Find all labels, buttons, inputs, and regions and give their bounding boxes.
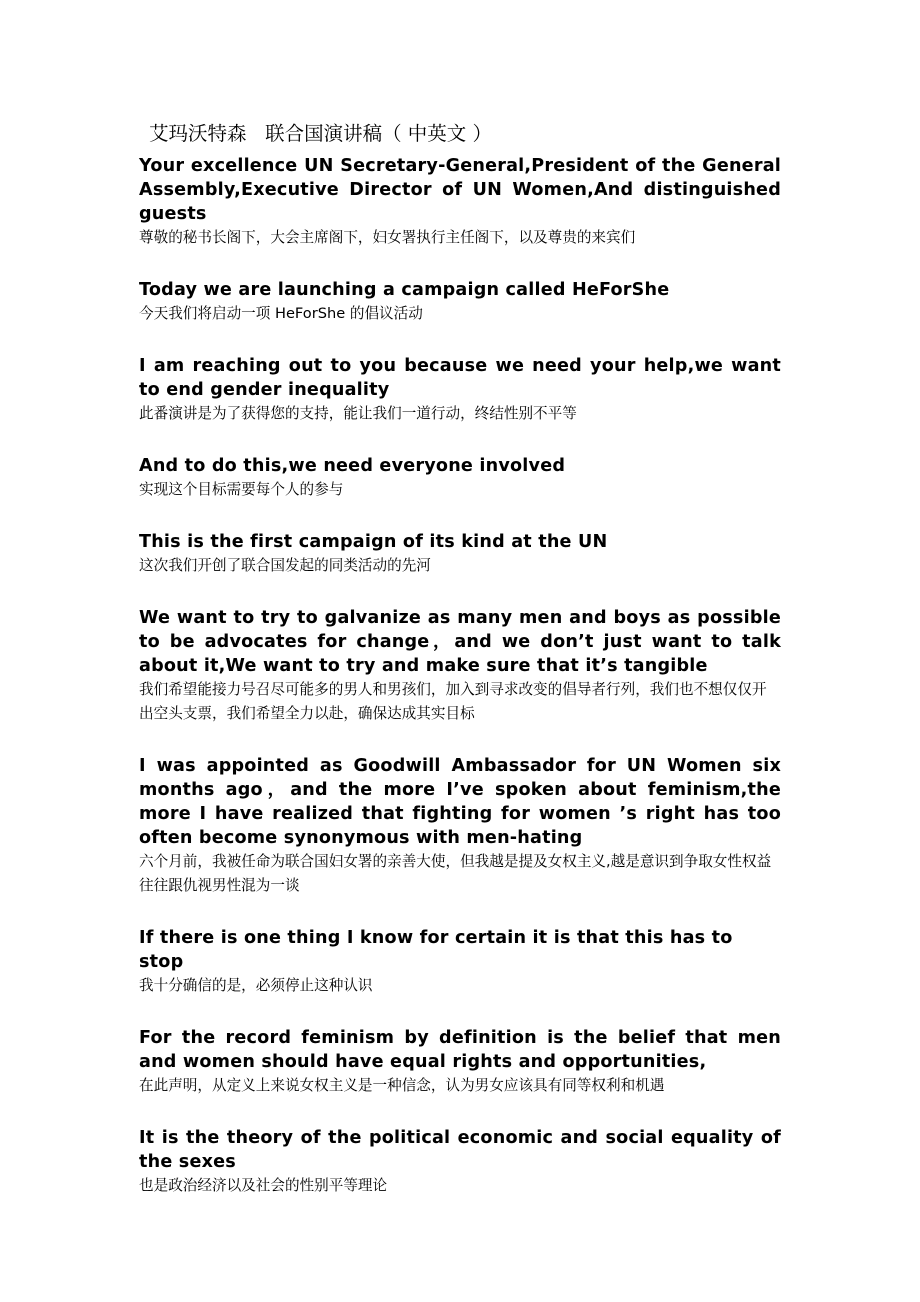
english-text: Your excellence UN Secretary-General,President of the General Assembly,Executive Director of UN Women,And distinguished guests xyxy=(139,156,781,224)
english-text: For the record feminism by definition is the belief that men and women should have equal rights and opportunities, xyxy=(139,1028,781,1072)
paragraph-pair xyxy=(139,354,781,426)
english-text: Today we are launching a campaign called HeForShe xyxy=(139,280,670,300)
paragraph-pair xyxy=(139,154,781,250)
paragraph-pair xyxy=(139,1026,781,1098)
english-text: If there is one thing I know for certain it is that this has to stop xyxy=(139,928,733,972)
chinese-text: 这次我们开创了联合国发起的同类活动的先河 xyxy=(139,557,431,574)
paragraph-pair xyxy=(139,530,781,578)
chinese-text: 实现这个目标需要每个人的参与 xyxy=(139,481,344,498)
paragraph-pair xyxy=(139,454,781,502)
paragraph-pair xyxy=(139,278,781,326)
chinese-text: 尊敬的秘书长阁下，大会主席阁下，妇女署执行主任阁下，以及尊贵的来宾们 xyxy=(139,229,636,246)
paragraph-pair xyxy=(139,926,781,998)
document-title: 艾玛沃特森 联合国演讲稿（ 中英文 ） xyxy=(149,122,492,145)
paragraph-pair xyxy=(139,1126,781,1198)
chinese-text: 六个月前，我被任命为联合国妇女署的亲善大使，但我越是提及女权主义,越是意识到争取女性权益往往跟仇视男性混为一谈 xyxy=(139,853,772,894)
english-text: We want to try to galvanize as many men and boys as possible to be advocates for change，and we don’t just want to talk about it,We want to try and make sure that it’s tangible xyxy=(139,608,781,676)
chinese-text: 我们希望能接力号召尽可能多的男人和男孩们，加入到寻求改变的倡导者行列，我们也不想仅仅开出空头支票，我们希望全力以赴，确保达成其实目标 xyxy=(139,681,767,722)
english-text: It is the theory of the political economic and social equality of the sexes xyxy=(139,1128,781,1172)
english-text: This is the first campaign of its kind at the UN xyxy=(139,532,608,552)
paragraph-pair xyxy=(139,606,781,726)
english-text: I was appointed as Goodwill Ambassador for UN Women six months ago，and the more I’ve spoken about feminism,the more I have realized that fighting for women ’s right has too often become synonymous with men-hating xyxy=(139,756,781,848)
chinese-text: 今天我们将启动一项 HeForShe 的倡议活动 xyxy=(139,305,423,322)
chinese-text: 也是政治经济以及社会的性别平等理论 xyxy=(139,1177,388,1194)
chinese-text: 此番演讲是为了获得您的支持，能让我们一道行动，终结性别不平等 xyxy=(139,405,577,422)
paragraph-pair xyxy=(139,754,781,898)
chinese-text: 在此声明，从定义上来说女权主义是一种信念，认为男女应该具有同等权利和机遇 xyxy=(139,1077,665,1094)
chinese-text: 我十分确信的是，必须停止这种认识 xyxy=(139,977,373,994)
english-text: And to do this,we need everyone involved xyxy=(139,456,566,476)
document-page xyxy=(139,118,781,1226)
english-text: I am reaching out to you because we need your help,we want to end gender inequality xyxy=(139,356,781,400)
